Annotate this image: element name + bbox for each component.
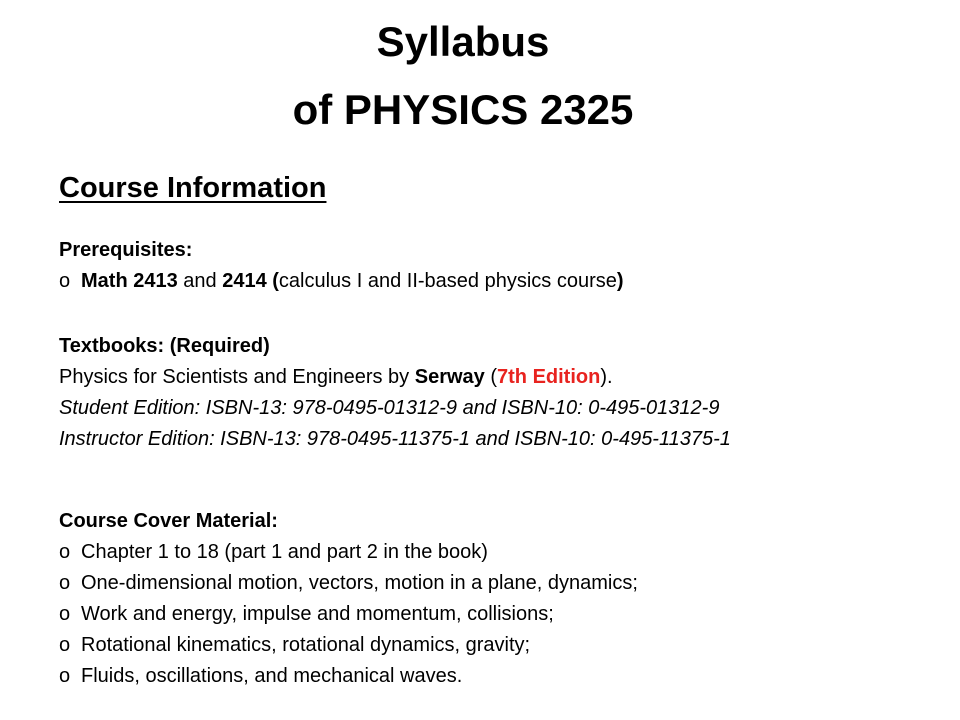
prereq-math-a: Math 2413: [81, 270, 178, 292]
textbook-title-line: [59, 362, 731, 393]
instructor-edition-isbn: Instructor Edition: ISBN-13: 978-0495-11375-1 and ISBN-10: 0-495-11375-1: [59, 428, 731, 450]
list-item: [59, 599, 638, 630]
bullet-icon: o: [59, 270, 71, 292]
student-edition-isbn: Student Edition: ISBN-13: 978-0495-01312-9 and ISBN-10: 0-495-01312-9: [59, 397, 720, 419]
cover-material-section: [59, 506, 638, 692]
list-item-text: One-dimensional motion, vectors, motion in a plane, dynamics;: [81, 572, 638, 594]
prereq-close-paren: ): [616, 270, 624, 292]
bullet-icon: o: [59, 665, 71, 687]
title-line-2: of PHYSICS 2325: [292, 86, 634, 133]
bullet-icon: o: [59, 541, 71, 563]
list-item: [59, 537, 638, 568]
prereq-description: calculus I and II-based physics course: [278, 270, 617, 292]
textbook-edition: 7th Edition: [497, 366, 601, 388]
title-line-1: Syllabus: [376, 18, 550, 65]
cover-material-label: Course Cover Material:: [59, 510, 278, 532]
bullet-icon: o: [59, 603, 71, 625]
list-item: [59, 630, 638, 661]
textbook-suffix: ).: [600, 366, 613, 388]
list-item: [59, 568, 638, 599]
prerequisites-item: [59, 266, 624, 297]
page-title: [0, 8, 926, 144]
list-item-text: Chapter 1 to 18 (part 1 and part 2 in the book): [81, 541, 488, 563]
prereq-open-paren: (: [266, 270, 279, 292]
prerequisites-label: Prerequisites:: [59, 239, 193, 261]
textbook-prefix: Physics for Scientists and Engineers by: [59, 366, 415, 388]
prereq-math-b: 2414: [222, 270, 267, 292]
list-item-text: Work and energy, impulse and momentum, collisions;: [81, 603, 554, 625]
textbook-open-paren: (: [484, 366, 498, 388]
list-item-text: Fluids, oscillations, and mechanical waves.: [81, 665, 463, 687]
prerequisites-section: [59, 235, 624, 297]
bullet-icon: o: [59, 634, 71, 656]
textbook-author: Serway: [414, 366, 485, 388]
list-item-text: Rotational kinematics, rotational dynamics, gravity;: [81, 634, 531, 656]
section-heading-course-information: Course Information: [59, 172, 327, 204]
textbooks-section: [59, 331, 731, 455]
textbooks-label: Textbooks: (Required): [59, 335, 270, 357]
prereq-and: and: [177, 270, 223, 292]
bullet-icon: o: [59, 572, 71, 594]
list-item: [59, 661, 638, 692]
